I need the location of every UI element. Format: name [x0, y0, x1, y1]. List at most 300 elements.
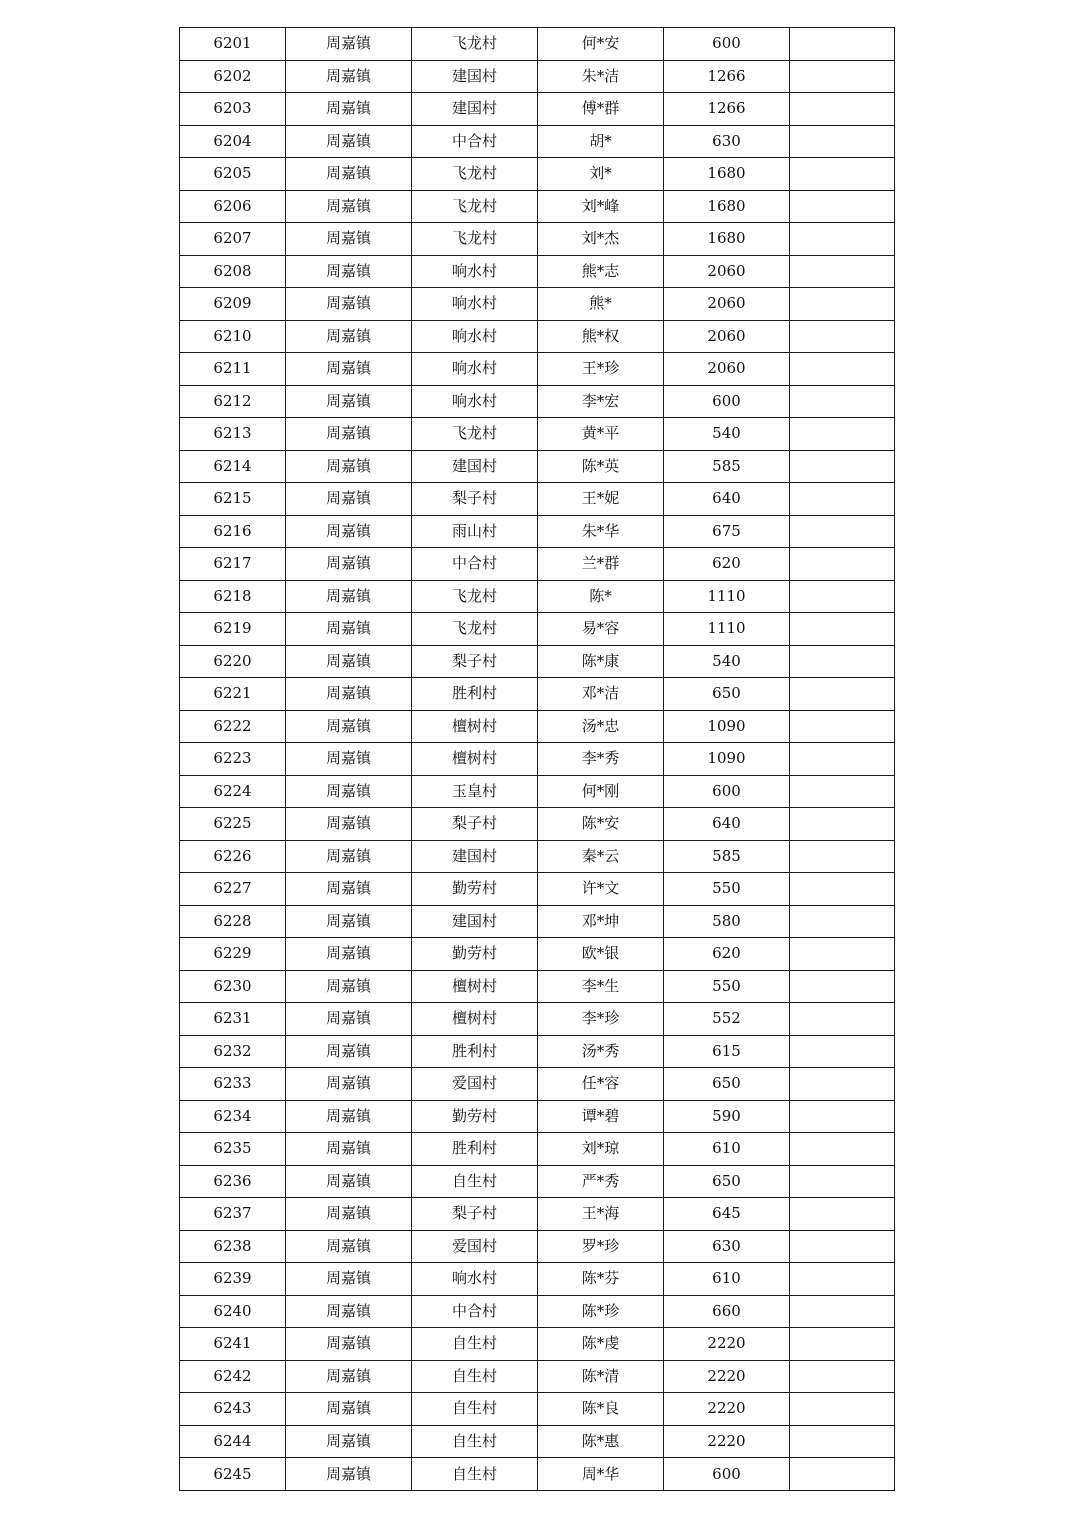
name-cell: 王*海: [538, 1198, 664, 1231]
name-cell: 黄*平: [538, 418, 664, 451]
row-number-cell: 6222: [180, 710, 286, 743]
amount-cell: 540: [664, 418, 790, 451]
village-cell: 勤劳村: [412, 1100, 538, 1133]
town-cell: 周嘉镇: [286, 1133, 412, 1166]
remark-cell: [790, 808, 895, 841]
name-cell: 陈*珍: [538, 1295, 664, 1328]
amount-cell: 2220: [664, 1328, 790, 1361]
name-cell: 兰*群: [538, 548, 664, 581]
table-row: [180, 385, 895, 418]
name-cell: 李*生: [538, 970, 664, 1003]
remark-cell: [790, 450, 895, 483]
village-cell: 檀树村: [412, 743, 538, 776]
remark-cell: [790, 353, 895, 386]
row-number-cell: 6243: [180, 1393, 286, 1426]
table-row: [180, 223, 895, 256]
remark-cell: [790, 548, 895, 581]
table-row: [180, 678, 895, 711]
table-row: [180, 710, 895, 743]
row-number-cell: 6244: [180, 1425, 286, 1458]
village-cell: 飞龙村: [412, 28, 538, 61]
town-cell: 周嘉镇: [286, 1100, 412, 1133]
name-cell: 刘*琼: [538, 1133, 664, 1166]
amount-cell: 580: [664, 905, 790, 938]
town-cell: 周嘉镇: [286, 1425, 412, 1458]
remark-cell: [790, 873, 895, 906]
town-cell: 周嘉镇: [286, 1230, 412, 1263]
town-cell: 周嘉镇: [286, 60, 412, 93]
remark-cell: [790, 1295, 895, 1328]
row-number-cell: 6221: [180, 678, 286, 711]
remark-cell: [790, 938, 895, 971]
town-cell: 周嘉镇: [286, 385, 412, 418]
town-cell: 周嘉镇: [286, 288, 412, 321]
name-cell: 何*安: [538, 28, 664, 61]
name-cell: 汤*忠: [538, 710, 664, 743]
table-row: [180, 970, 895, 1003]
remark-cell: [790, 1263, 895, 1296]
table-row: [180, 483, 895, 516]
name-cell: 朱*华: [538, 515, 664, 548]
table-row: [180, 93, 895, 126]
table-row: [180, 255, 895, 288]
table-row: [180, 775, 895, 808]
row-number-cell: 6204: [180, 125, 286, 158]
name-cell: 陈*康: [538, 645, 664, 678]
amount-cell: 640: [664, 808, 790, 841]
amount-cell: 2060: [664, 320, 790, 353]
amount-cell: 1266: [664, 93, 790, 126]
town-cell: 周嘉镇: [286, 1035, 412, 1068]
table-row: [180, 1360, 895, 1393]
town-cell: 周嘉镇: [286, 418, 412, 451]
table-row: [180, 613, 895, 646]
row-number-cell: 6212: [180, 385, 286, 418]
remark-cell: [790, 1230, 895, 1263]
village-cell: 响水村: [412, 385, 538, 418]
remark-cell: [790, 483, 895, 516]
row-number-cell: 6210: [180, 320, 286, 353]
remark-cell: [790, 320, 895, 353]
village-cell: 建国村: [412, 60, 538, 93]
town-cell: 周嘉镇: [286, 808, 412, 841]
village-cell: 雨山村: [412, 515, 538, 548]
remark-cell: [790, 158, 895, 191]
remark-cell: [790, 775, 895, 808]
amount-cell: 550: [664, 873, 790, 906]
table-row: [180, 1458, 895, 1491]
amount-cell: 600: [664, 385, 790, 418]
town-cell: 周嘉镇: [286, 450, 412, 483]
table-row: [180, 353, 895, 386]
amount-cell: 1110: [664, 580, 790, 613]
table-row: [180, 190, 895, 223]
amount-cell: 590: [664, 1100, 790, 1133]
town-cell: 周嘉镇: [286, 1198, 412, 1231]
amount-cell: 620: [664, 548, 790, 581]
town-cell: 周嘉镇: [286, 775, 412, 808]
name-cell: 汤*秀: [538, 1035, 664, 1068]
village-cell: 中合村: [412, 548, 538, 581]
name-cell: 熊*: [538, 288, 664, 321]
row-number-cell: 6234: [180, 1100, 286, 1133]
amount-cell: 1090: [664, 710, 790, 743]
name-cell: 李*秀: [538, 743, 664, 776]
name-cell: 周*华: [538, 1458, 664, 1491]
village-cell: 响水村: [412, 1263, 538, 1296]
table-body: [180, 28, 895, 1491]
remark-cell: [790, 515, 895, 548]
remark-cell: [790, 1068, 895, 1101]
village-cell: 梨子村: [412, 483, 538, 516]
table-row: [180, 28, 895, 61]
table-row: [180, 1295, 895, 1328]
town-cell: 周嘉镇: [286, 1393, 412, 1426]
town-cell: 周嘉镇: [286, 1003, 412, 1036]
village-cell: 玉皇村: [412, 775, 538, 808]
name-cell: 刘*峰: [538, 190, 664, 223]
amount-cell: 675: [664, 515, 790, 548]
amount-cell: 1110: [664, 613, 790, 646]
amount-cell: 1090: [664, 743, 790, 776]
name-cell: 陈*安: [538, 808, 664, 841]
name-cell: 陈*清: [538, 1360, 664, 1393]
name-cell: 熊*志: [538, 255, 664, 288]
amount-cell: 2060: [664, 255, 790, 288]
row-number-cell: 6235: [180, 1133, 286, 1166]
remark-cell: [790, 255, 895, 288]
row-number-cell: 6215: [180, 483, 286, 516]
name-cell: 陈*虔: [538, 1328, 664, 1361]
name-cell: 熊*权: [538, 320, 664, 353]
remark-cell: [790, 1035, 895, 1068]
table-row: [180, 743, 895, 776]
amount-cell: 660: [664, 1295, 790, 1328]
remark-cell: [790, 418, 895, 451]
village-cell: 建国村: [412, 905, 538, 938]
row-number-cell: 6228: [180, 905, 286, 938]
remark-cell: [790, 28, 895, 61]
amount-cell: 615: [664, 1035, 790, 1068]
amount-cell: 552: [664, 1003, 790, 1036]
remark-cell: [790, 223, 895, 256]
amount-cell: 2220: [664, 1393, 790, 1426]
remark-cell: [790, 93, 895, 126]
town-cell: 周嘉镇: [286, 710, 412, 743]
remark-cell: [790, 1198, 895, 1231]
village-cell: 建国村: [412, 450, 538, 483]
amount-cell: 620: [664, 938, 790, 971]
town-cell: 周嘉镇: [286, 483, 412, 516]
name-cell: 易*容: [538, 613, 664, 646]
village-cell: 爱国村: [412, 1068, 538, 1101]
row-number-cell: 6224: [180, 775, 286, 808]
row-number-cell: 6225: [180, 808, 286, 841]
row-number-cell: 6209: [180, 288, 286, 321]
table-row: [180, 1003, 895, 1036]
town-cell: 周嘉镇: [286, 613, 412, 646]
amount-cell: 2220: [664, 1425, 790, 1458]
name-cell: 刘*: [538, 158, 664, 191]
village-cell: 飞龙村: [412, 418, 538, 451]
village-cell: 自生村: [412, 1328, 538, 1361]
remark-cell: [790, 613, 895, 646]
name-cell: 谭*碧: [538, 1100, 664, 1133]
remark-cell: [790, 580, 895, 613]
table-row: [180, 905, 895, 938]
town-cell: 周嘉镇: [286, 1360, 412, 1393]
row-number-cell: 6216: [180, 515, 286, 548]
town-cell: 周嘉镇: [286, 743, 412, 776]
row-number-cell: 6208: [180, 255, 286, 288]
town-cell: 周嘉镇: [286, 93, 412, 126]
village-cell: 飞龙村: [412, 223, 538, 256]
table-row: [180, 548, 895, 581]
remark-cell: [790, 645, 895, 678]
table-row: [180, 1198, 895, 1231]
village-cell: 中合村: [412, 1295, 538, 1328]
row-number-cell: 6202: [180, 60, 286, 93]
remark-cell: [790, 1165, 895, 1198]
row-number-cell: 6230: [180, 970, 286, 1003]
town-cell: 周嘉镇: [286, 1263, 412, 1296]
village-cell: 响水村: [412, 320, 538, 353]
town-cell: 周嘉镇: [286, 158, 412, 191]
amount-cell: 650: [664, 678, 790, 711]
name-cell: 任*容: [538, 1068, 664, 1101]
table-row: [180, 1425, 895, 1458]
amount-cell: 650: [664, 1068, 790, 1101]
row-number-cell: 6239: [180, 1263, 286, 1296]
name-cell: 刘*杰: [538, 223, 664, 256]
name-cell: 陈*惠: [538, 1425, 664, 1458]
amount-cell: 1680: [664, 158, 790, 191]
table-row: [180, 418, 895, 451]
name-cell: 邓*洁: [538, 678, 664, 711]
remark-cell: [790, 385, 895, 418]
town-cell: 周嘉镇: [286, 190, 412, 223]
remark-cell: [790, 125, 895, 158]
remark-cell: [790, 1360, 895, 1393]
amount-cell: 540: [664, 645, 790, 678]
table-row: [180, 580, 895, 613]
amount-cell: 600: [664, 1458, 790, 1491]
town-cell: 周嘉镇: [286, 678, 412, 711]
table-row: [180, 1165, 895, 1198]
village-cell: 响水村: [412, 255, 538, 288]
row-number-cell: 6223: [180, 743, 286, 776]
amount-cell: 1680: [664, 190, 790, 223]
town-cell: 周嘉镇: [286, 873, 412, 906]
table-row: [180, 60, 895, 93]
village-cell: 胜利村: [412, 1035, 538, 1068]
amount-cell: 640: [664, 483, 790, 516]
table-row: [180, 808, 895, 841]
row-number-cell: 6242: [180, 1360, 286, 1393]
table-row: [180, 1100, 895, 1133]
name-cell: 秦*云: [538, 840, 664, 873]
town-cell: 周嘉镇: [286, 645, 412, 678]
name-cell: 傅*群: [538, 93, 664, 126]
remark-cell: [790, 1393, 895, 1426]
town-cell: 周嘉镇: [286, 353, 412, 386]
amount-cell: 550: [664, 970, 790, 1003]
row-number-cell: 6213: [180, 418, 286, 451]
town-cell: 周嘉镇: [286, 840, 412, 873]
remark-cell: [790, 970, 895, 1003]
table-row: [180, 450, 895, 483]
town-cell: 周嘉镇: [286, 320, 412, 353]
name-cell: 王*妮: [538, 483, 664, 516]
amount-cell: 1266: [664, 60, 790, 93]
table-row: [180, 645, 895, 678]
row-number-cell: 6227: [180, 873, 286, 906]
amount-cell: 610: [664, 1263, 790, 1296]
name-cell: 何*刚: [538, 775, 664, 808]
row-number-cell: 6217: [180, 548, 286, 581]
village-cell: 勤劳村: [412, 938, 538, 971]
amount-cell: 645: [664, 1198, 790, 1231]
row-number-cell: 6203: [180, 93, 286, 126]
village-cell: 响水村: [412, 353, 538, 386]
town-cell: 周嘉镇: [286, 548, 412, 581]
village-cell: 飞龙村: [412, 613, 538, 646]
name-cell: 陈*良: [538, 1393, 664, 1426]
row-number-cell: 6205: [180, 158, 286, 191]
row-number-cell: 6245: [180, 1458, 286, 1491]
remark-cell: [790, 1425, 895, 1458]
amount-cell: 2060: [664, 288, 790, 321]
row-number-cell: 6236: [180, 1165, 286, 1198]
table-row: [180, 938, 895, 971]
remark-cell: [790, 60, 895, 93]
village-cell: 梨子村: [412, 1198, 538, 1231]
village-cell: 自生村: [412, 1393, 538, 1426]
amount-cell: 630: [664, 125, 790, 158]
name-cell: 王*珍: [538, 353, 664, 386]
table-row: [180, 1133, 895, 1166]
name-cell: 严*秀: [538, 1165, 664, 1198]
amount-cell: 600: [664, 775, 790, 808]
table-row: [180, 1328, 895, 1361]
row-number-cell: 6201: [180, 28, 286, 61]
village-cell: 飞龙村: [412, 158, 538, 191]
village-cell: 响水村: [412, 288, 538, 321]
row-number-cell: 6211: [180, 353, 286, 386]
name-cell: 欧*银: [538, 938, 664, 971]
row-number-cell: 6240: [180, 1295, 286, 1328]
row-number-cell: 6233: [180, 1068, 286, 1101]
amount-cell: 2220: [664, 1360, 790, 1393]
village-cell: 自生村: [412, 1458, 538, 1491]
town-cell: 周嘉镇: [286, 1295, 412, 1328]
village-cell: 爱国村: [412, 1230, 538, 1263]
remark-cell: [790, 710, 895, 743]
amount-cell: 2060: [664, 353, 790, 386]
town-cell: 周嘉镇: [286, 1165, 412, 1198]
village-cell: 檀树村: [412, 710, 538, 743]
data-table: [179, 27, 895, 1491]
town-cell: 周嘉镇: [286, 1068, 412, 1101]
row-number-cell: 6231: [180, 1003, 286, 1036]
row-number-cell: 6207: [180, 223, 286, 256]
town-cell: 周嘉镇: [286, 515, 412, 548]
remark-cell: [790, 1133, 895, 1166]
town-cell: 周嘉镇: [286, 255, 412, 288]
remark-cell: [790, 840, 895, 873]
amount-cell: 630: [664, 1230, 790, 1263]
town-cell: 周嘉镇: [286, 28, 412, 61]
village-cell: 自生村: [412, 1360, 538, 1393]
row-number-cell: 6218: [180, 580, 286, 613]
row-number-cell: 6214: [180, 450, 286, 483]
name-cell: 许*文: [538, 873, 664, 906]
remark-cell: [790, 190, 895, 223]
row-number-cell: 6238: [180, 1230, 286, 1263]
town-cell: 周嘉镇: [286, 1328, 412, 1361]
village-cell: 飞龙村: [412, 190, 538, 223]
amount-cell: 1680: [664, 223, 790, 256]
name-cell: 陈*英: [538, 450, 664, 483]
table-row: [180, 288, 895, 321]
village-cell: 梨子村: [412, 645, 538, 678]
amount-cell: 585: [664, 840, 790, 873]
row-number-cell: 6237: [180, 1198, 286, 1231]
row-number-cell: 6241: [180, 1328, 286, 1361]
table-row: [180, 873, 895, 906]
table-row: [180, 515, 895, 548]
amount-cell: 585: [664, 450, 790, 483]
remark-cell: [790, 1100, 895, 1133]
table-row: [180, 158, 895, 191]
remark-cell: [790, 1328, 895, 1361]
name-cell: 陈*芬: [538, 1263, 664, 1296]
amount-cell: 650: [664, 1165, 790, 1198]
village-cell: 自生村: [412, 1165, 538, 1198]
name-cell: 李*宏: [538, 385, 664, 418]
town-cell: 周嘉镇: [286, 1458, 412, 1491]
village-cell: 建国村: [412, 93, 538, 126]
row-number-cell: 6226: [180, 840, 286, 873]
village-cell: 胜利村: [412, 1133, 538, 1166]
table-row: [180, 320, 895, 353]
name-cell: 胡*: [538, 125, 664, 158]
remark-cell: [790, 1003, 895, 1036]
row-number-cell: 6206: [180, 190, 286, 223]
town-cell: 周嘉镇: [286, 905, 412, 938]
row-number-cell: 6232: [180, 1035, 286, 1068]
amount-cell: 600: [664, 28, 790, 61]
village-cell: 自生村: [412, 1425, 538, 1458]
amount-cell: 610: [664, 1133, 790, 1166]
remark-cell: [790, 905, 895, 938]
remark-cell: [790, 288, 895, 321]
name-cell: 李*珍: [538, 1003, 664, 1036]
table-row: [180, 1230, 895, 1263]
row-number-cell: 6229: [180, 938, 286, 971]
village-cell: 胜利村: [412, 678, 538, 711]
town-cell: 周嘉镇: [286, 223, 412, 256]
name-cell: 邓*坤: [538, 905, 664, 938]
table-row: [180, 1068, 895, 1101]
remark-cell: [790, 743, 895, 776]
village-cell: 檀树村: [412, 970, 538, 1003]
village-cell: 飞龙村: [412, 580, 538, 613]
village-cell: 中合村: [412, 125, 538, 158]
village-cell: 建国村: [412, 840, 538, 873]
village-cell: 梨子村: [412, 808, 538, 841]
table-row: [180, 1263, 895, 1296]
